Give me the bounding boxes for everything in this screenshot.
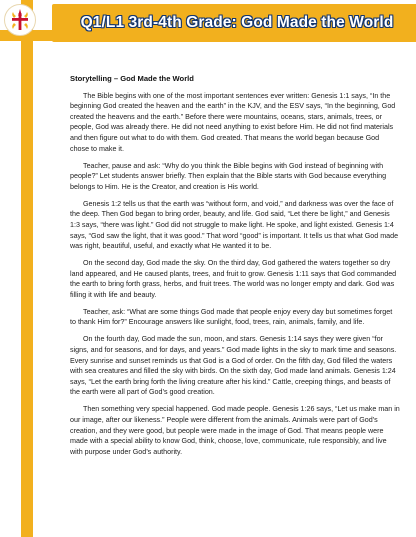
paragraph: On the fourth day, God made the sun, moon, and stars. Genesis 1:14 says they were given “for signs, and for seasons, and for days, and years.” God made lights in the sky to mark time and seasons. Every sunrise and sunset reminds us that God is a God of order. On the fifth day, God filled the waters with sea creatures and filled the sky with birds. On the sixth day, God made land animals. Genesis 1:24 says, “Let the earth bring forth the living creature after his kind.” Cattle, creeping things, and beasts of the earth were all part of God’s good creation. — [70, 335, 397, 397]
paragraph: The Bible begins with one of the most important sentences ever written: Genesis 1:1 says, “In the beginning God created the heaven and the earth” in the KJV, and the ESV says, “In the beginning, God created the heavens and the earth.” Before there were mountains, oceans, stars, animals, trees, or people, God was already there. He did not need anything to exist before Him. He did not find materials and then figure out what to do with them. God created. That means the world began because God chose to make it. — [70, 91, 396, 153]
cross-vertical-bar — [21, 0, 33, 537]
paragraph: Teacher, ask: “What are some things God made that people enjoy every day but sometimes forget to thank Him for?” Encourage answers like sunlight, food, trees, rain, animals, family, and life. — [70, 307, 393, 327]
page-title: Q1/L1 3rd-4th Grade: God Made the World — [80, 14, 394, 31]
paragraph: On the second day, God made the sky. On the third day, God gathered the waters together so dry land appeared, and He caused plants, trees, and fruit to grow. Genesis 1:11 says that God commanded the earth to bring forth grass, herbs, and fruit trees. The world was no longer empty and dark. God was filling it with life and beauty. — [70, 259, 397, 299]
document-body — [70, 74, 400, 464]
section-heading: Storytelling – God Made the World — [70, 74, 194, 83]
paragraph: Then something very special happened. God made people. Genesis 1:26 says, “Let us make man in our image, after our likeness.” People were different from the animals. Animals were part of God’s creation, and they were good, but people were made in the image of God. That means people were made with a special ability to know God, think, choose, love, communicate, rule responsibly, and live with purpose under God’s authority. — [70, 405, 400, 456]
paragraph: Genesis 1:2 tells us that the earth was “without form, and void,” and darkness was over the face of the deep. Then God began to bring order, beauty, and life. God said, “Let there be light,” and Genesis 1:3 says, “there was light.” God did not struggle to make light. He spoke, and light existed. Genesis 1:4 says, “God saw the light, that it was good.” That word “good” is important. It tells us that what God made was right, beautiful, useful, and exactly what He wanted it to be. — [70, 199, 399, 251]
paragraph: Teacher, pause and ask: “Why do you think the Bible begins with God instead of beginning with people?” Let students answer briefly. Then explain that the Bible starts with God because everything belongs to Him. He is the Creator, and creation is His world. — [70, 161, 387, 191]
cross-flame-logo-icon — [4, 4, 36, 36]
